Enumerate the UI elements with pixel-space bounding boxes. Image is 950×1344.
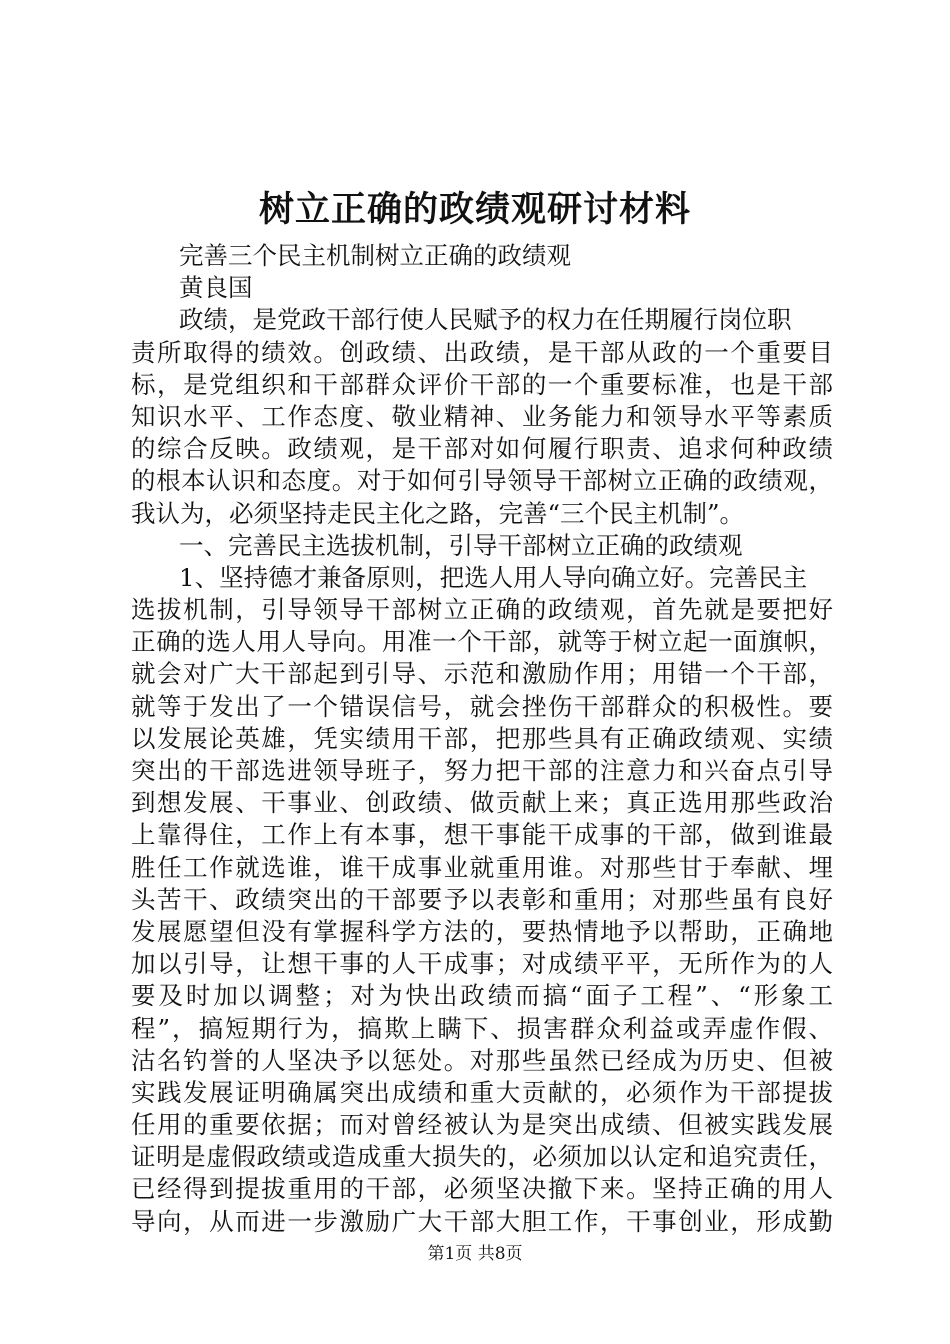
text-line: 我认为，必须坚持走民主化之路，完善“三个民主机制”。 [131, 498, 745, 528]
text-line: 已经得到提拔重用的干部，必须坚决撤下来。坚持正确的用人 [131, 1174, 833, 1204]
text-line: 头苦干、政绩突出的干部要予以表彰和重用；对那些虽有良好 [131, 884, 833, 914]
text-line: 政绩，是党政干部行使人民赋予的权力在任期履行岗位职 [179, 305, 792, 335]
text-line: 正确的选人用人导向。用准一个干部，就等于树立起一面旗帜， [131, 627, 833, 657]
text-line: 要及时加以调整；对为快出政绩而搞“面子工程”、“形象工 [131, 981, 833, 1011]
text-line: 沽名钓誉的人坚决予以惩处。对那些虽然已经成为历史、但被 [131, 1045, 833, 1075]
document-body [131, 240, 833, 1238]
document-title: 树立正确的政绩观研讨材料 [258, 189, 691, 230]
text-line: 导向，从而进一步激励广大干部大胆工作，干事创业，形成勤 [131, 1206, 833, 1236]
text-line: 证明是虚假政绩或造成重大损失的，必须加以认定和追究责任， [131, 1142, 833, 1172]
text-line: 1、坚持德才兼备原则，把选人用人导向确立好。完善民主 [179, 562, 808, 592]
text-line: 的综合反映。政绩观，是干部对如何履行职责、追求何种政绩 [131, 434, 833, 464]
text-line: 突出的干部选进领导班子，努力把干部的注意力和兴奋点引导 [131, 756, 833, 785]
text-line: 一、完善民主选拔机制，引导干部树立正确的政绩观 [179, 530, 743, 560]
text-line: 知识水平、工作态度、敬业精神、业务能力和领导水平等素质 [131, 401, 833, 431]
text-line: 责所取得的绩效。创政绩、出政绩，是干部从政的一个重要目 [131, 337, 833, 367]
text-line: 到想发展、干事业、创政绩、做贡献上来；真正选用那些政治 [131, 788, 833, 818]
text-line: 程”，搞短期行为，搞欺上瞒下、损害群众利益或弄虚作假、 [131, 1013, 833, 1043]
text-line: 选拔机制，引导领导干部树立正确的政绩观，首先就是要把好 [131, 595, 833, 625]
text-line: 发展愿望但没有掌握科学方法的，要热情地予以帮助，正确地 [131, 916, 833, 946]
text-line: 标，是党组织和干部群众评价干部的一个重要标准，也是干部 [131, 369, 833, 399]
text-line: 就等于发出了一个错误信号，就会挫伤干部群众的积极性。要 [131, 691, 833, 721]
text-line: 实践发展证明确属突出成绩和重大贡献的，必须作为干部提拔 [131, 1077, 833, 1107]
page-footer: 第1页 共8页 [427, 1244, 523, 1264]
text-line: 就会对广大干部起到引导、示范和激励作用；用错一个干部， [131, 659, 833, 689]
text-line: 黄良国 [179, 273, 253, 303]
text-line: 胜任工作就选谁，谁干成事业就重用谁。对那些甘于奉献、埋 [131, 852, 833, 882]
text-line: 完善三个民主机制树立正确的政绩观 [179, 241, 571, 270]
text-line: 加以引导，让想干事的人干成事；对成绩平平，无所作为的人 [131, 949, 833, 979]
text-line: 以发展论英雄，凭实绩用干部，把那些具有正确政绩观、实绩 [131, 723, 833, 753]
text-line: 的根本认识和态度。对于如何引导领导干部树立正确的政绩观， [131, 466, 833, 496]
text-line: 任用的重要依据；而对曾经被认为是突出成绩、但被实践发展 [131, 1110, 833, 1140]
text-line: 上靠得住，工作上有本事，想干事能干成事的干部，做到谁最 [131, 820, 833, 850]
